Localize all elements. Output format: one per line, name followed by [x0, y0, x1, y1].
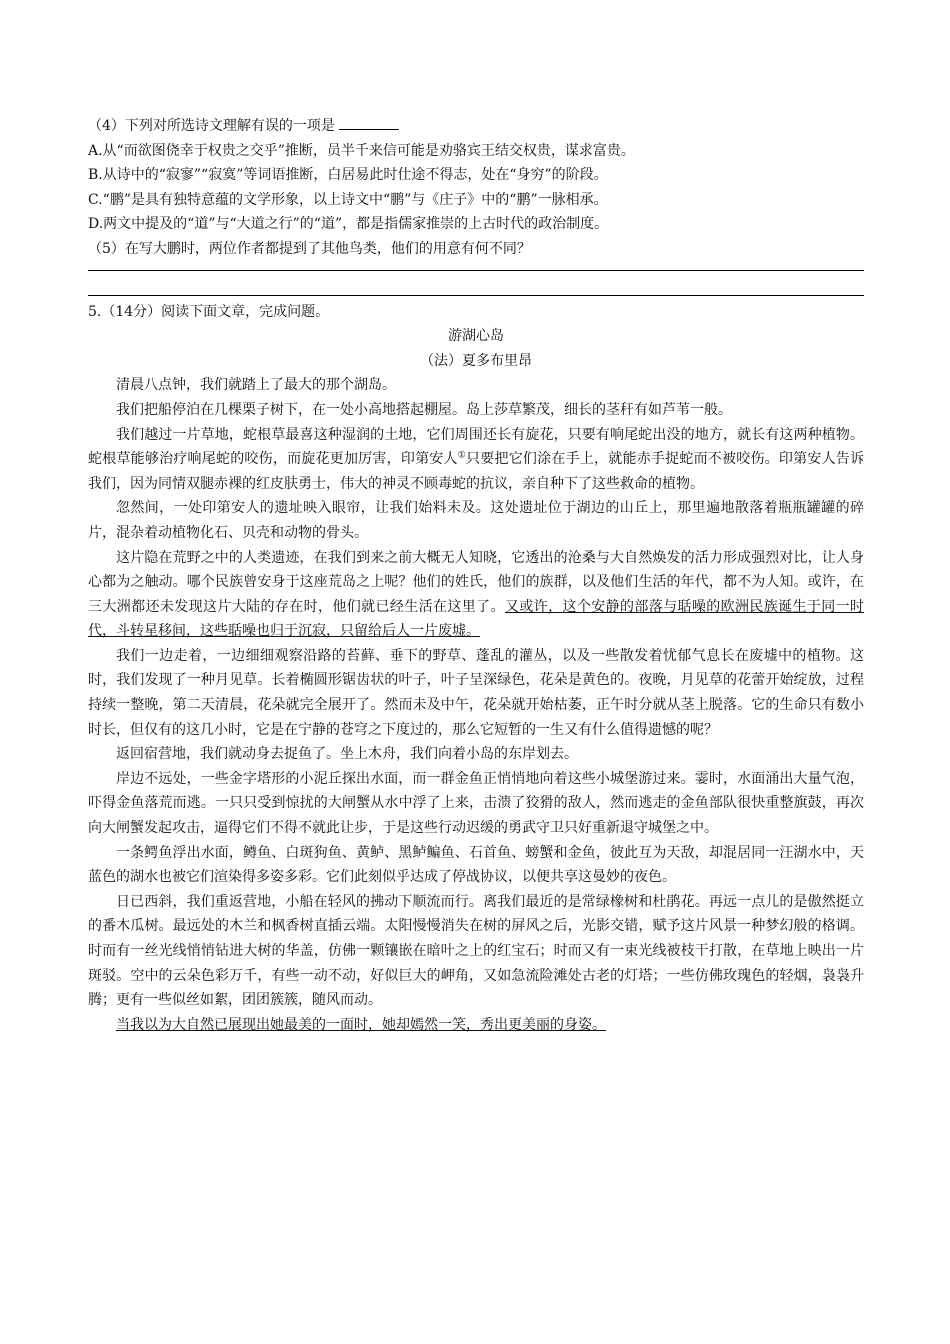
option-c: C.“鹏”是具有独特意蕴的文学形象，以上诗文中“鹏”与《庄子》中的“鹏”一脉相承。 — [88, 191, 608, 208]
paragraph: 我们一边走着，一边细细观察沿路的苔藓、垂下的野草、蓬乱的灌丛，以及一些散发着忧郁气息长在废墟中的植物。这时，我们发现了一种月见草。长着椭圆形锯齿状的叶子，叶子呈深绿色，花朵是黄色的。夜晚，月见草的花蕾开始绽放，过程持续一整晚，第二天清晨，花朵就完全展开了。然而未及中午，花朵就开始枯萎，正午时分就从茎上脱落。它的生命只有数小时长，但仅有的这几小时，它是在宁静的苍穹之下度过的，那么它短暂的一生又有什么值得遗憾的呢？ — [88, 647, 864, 738]
option-a: A.从“而欲图侥幸于权贵之交乎”推断，员半千来信可能是劝骆宾王结交权贵，谋求富贵。 — [88, 142, 635, 159]
paragraph — [88, 423, 864, 497]
footnote-marker: ① — [457, 450, 467, 461]
answer-line[interactable] — [88, 295, 864, 296]
paragraph-text: 这片隐在荒野之中的人类遗迹，在我们到来之前大概无人知晓，它透出的沧桑与大自然焕发的活力形成强烈对比，让人身心都为之触动。哪个民族曾安身于这座荒岛之上呢？他们的姓氏，他们的族群，以及他们生活的年代，都不为人知。或许，在三大洲都还未发现这片大陆的存在时，他们就已经生活在这里了。 — [88, 549, 864, 615]
article-author: （法）夏多布里昂 — [420, 352, 532, 369]
answer-line[interactable] — [88, 270, 864, 271]
answer-blank[interactable] — [339, 115, 399, 130]
paragraph: 一条鳄鱼浮出水面，鳟鱼、白斑狗鱼、黄鲈、黑鲈鳊鱼、石首鱼、螃蟹和金鱼，彼此互为天敌，却混居同一汪湖水中，天蓝色的湖水也被它们渲染得多姿多彩。它们此刻似乎达成了停战协议，以便共享这曼妙的夜色。 — [88, 844, 864, 886]
paragraph: 岸边不远处，一些金字塔形的小泥丘探出水面，而一群金鱼正悄悄地向着这些小城堡游过来。霎时，水面涌出大量气泡，吓得金鱼落荒而逃。一只只受到惊扰的大闸蟹从水中浮了上来，击溃了狡猾的敌人，然而逃走的金鱼部队很快重整旗鼓，再次向大闸蟹发起攻击，逼得它们不得不就此让步，于是这些行动迟缓的勇武守卫只好重新退守城堡之中。 — [88, 770, 864, 837]
paragraph: 日已西斜，我们重返营地，小船在轻风的拂动下顺流而行。离我们最近的是常绿橡树和杜鹃花。再远一点儿的是傲然挺立的番木瓜树。最远处的木兰和枫香树直插云端。太阳慢慢消失在树的屏风之后，光影交错，赋予这片风景一种梦幻般的格调。时而有一丝光线悄悄钻进大树的华盖，仿佛一颗镶嵌在暗叶之上的红宝石；时而又有一束光线被枝干打散，在草地上映出一片斑驳。空中的云朵色彩万千，有些一动不动，好似巨大的岬角，又如急流险滩处古老的灯塔；一些仿佛玫瑰色的轻烟，袅袅升腾；更有一些似丝如絮，团团簇簇，随风而动。 — [88, 893, 864, 1009]
article-title: 游湖心岛 — [448, 328, 504, 345]
paragraph — [88, 546, 864, 644]
paragraph: 我们把船停泊在几棵栗子树下，在一处小高地搭起棚屋。岛上莎草繁茂，细长的茎秆有如芦苇一般。 — [116, 401, 732, 418]
paragraph: 清晨八点钟，我们就踏上了最大的那个湖岛。 — [116, 377, 396, 394]
paragraph: 返回宿营地，我们就动身去捉鱼了。坐上木舟，我们向着小岛的东岸划去。 — [116, 746, 578, 763]
section-header: 5.（14分）阅读下面文章，完成问题。 — [88, 303, 330, 320]
option-d: D.两文中提及的“道”与“大道之行”的“道”，都是指儒家推崇的上古时代的政治制度。 — [88, 216, 609, 233]
paragraph-text: 我们越过一片草地，蛇根草最喜这种湿润的土地，它们周围还长有旋花，只要有响尾蛇出没的地方，就长有这两种植物。蛇根草能够治疗响尾蛇的咬伤，而旋花更加厉害，印第安人 — [88, 426, 864, 468]
underlined-sentence: 又或许，这个安静的部落与聒噪的欧洲民族诞生于同一时代，斗转星移间，这些聒噪也归于沉寂，只留给后人一片废墟。 — [88, 598, 865, 640]
paragraph — [88, 1013, 864, 1038]
paragraph-text: 只要把它们涂在手上，就能赤手捉蛇而不被咬伤。印第安人告诉我们，因为同情双腿赤裸的红皮肤勇士，伟大的神灵不顾毒蛇的抗议，亲自种下了这些救命的植物。 — [88, 451, 865, 492]
page-content — [88, 114, 864, 1037]
question-4 — [88, 114, 864, 139]
underlined-sentence: 当我以为大自然已展现出她最美的一面时，她却嫣然一笑，秀出更美丽的身姿。 — [116, 1016, 606, 1033]
question-4-prompt: （4）下列对所选诗文理解有误的一项是 — [88, 118, 335, 134]
paragraph: 忽然间，一处印第安人的遗址映入眼帘，让我们始料未及。这处遗址位于湖边的山丘上，那里遍地散落着瓶瓶罐罐的碎片，混杂着动植物化石、贝壳和动物的骨头。 — [88, 500, 864, 541]
question-5-sub: （5）在写大鹏时，两位作者都提到了其他鸟类，他们的用意有何不同？ — [88, 240, 531, 257]
option-b: B.从诗中的“寂寥”“寂寞”等词语推断，白居易此时仕途不得志，处在“身穷”的阶段。 — [88, 167, 608, 184]
